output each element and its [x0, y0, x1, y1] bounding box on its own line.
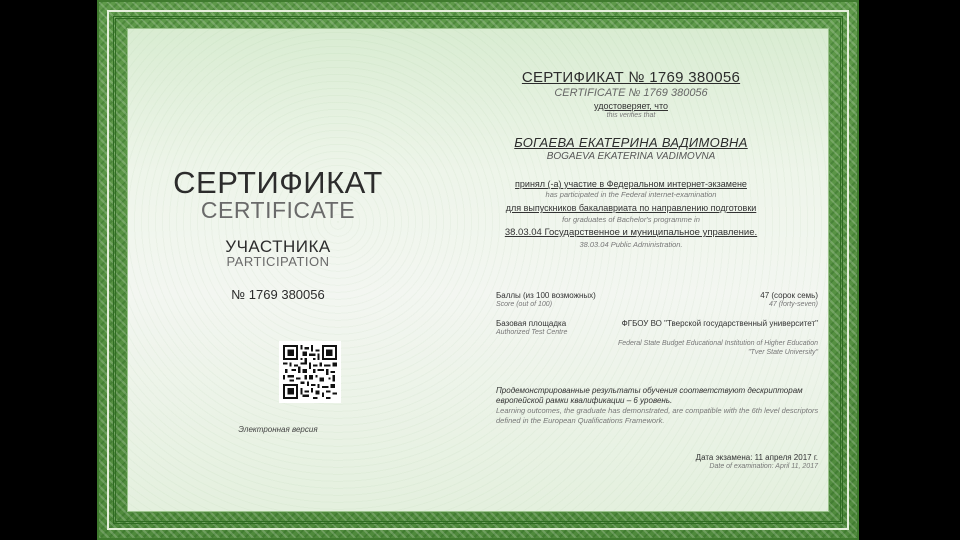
exam-date-ru: Дата экзамена: 11 апреля 2017 г. [695, 453, 818, 462]
electronic-version-label: Электронная версия [238, 425, 318, 434]
statement-line1-ru: принял (-а) участие в Федеральном интернет-экзамене [515, 179, 747, 189]
score-label-ru: Баллы (из 100 возможных) [496, 291, 596, 300]
programme-name-ru: 38.03.04 Государственное и муниципальное управление. [504, 227, 758, 238]
learning-outcomes-ru: Продемонстрированные результаты обучения соответствуют дескрипторам европейской рамки квалификации – 6 уровень. [496, 386, 803, 405]
certificate-frame [97, 0, 859, 540]
score-label-en: Score (out of 100) [496, 301, 553, 308]
test-centre-value-en: Federal State Budget Educational Institution of Higher Education "Tver State University" [617, 340, 818, 356]
statement-line2-en: for graduates of Bachelor's programme in [562, 215, 700, 224]
certificate-number: № 1769 380056 [231, 287, 325, 302]
learning-outcomes [496, 386, 826, 426]
left-column [128, 29, 428, 511]
statement-line1-en: has participated in the Federal internet-examination [545, 190, 717, 199]
test-centre-label-ru: Базовая площадка [496, 319, 567, 328]
holder-name-en: BOGAEVA EKATERINA VADIMOVNA [546, 151, 716, 162]
certificate-paper [127, 28, 829, 512]
exam-date-en: Date of examination: April 11, 2017 [709, 463, 818, 470]
statement-line2-ru: для выпускников бакалавриата по направлению подготовки [505, 203, 757, 213]
right-column [428, 29, 834, 511]
participation-title-ru: УЧАСТНИКА [225, 237, 331, 256]
learning-outcomes-en: Learning outcomes, the graduate has demonstrated, are compatible with the 6th level descriptors defined in the European Qualifications Framework. [496, 406, 819, 425]
test-centre-label-en: Authorized Test Centre [496, 329, 568, 336]
test-centre-value-ru: ФГБОУ ВО "Тверской государственный университет" [621, 319, 818, 328]
verifies-text-en: this verifies that [606, 112, 656, 119]
exam-date [696, 453, 818, 470]
qr-code[interactable] [279, 341, 341, 403]
programme-name-en: 38.03.04 Public Administration. [579, 240, 683, 249]
qr-code-icon [283, 345, 337, 399]
score-value-ru: 47 (сорок семь) [760, 291, 818, 300]
certificate-title-ru: СЕРТИФИКАТ [173, 165, 383, 200]
verifies-text-ru: удостоверяет, что [594, 101, 668, 111]
certificate-number-heading-en: CERTIFICATE № 1769 380056 [554, 87, 708, 99]
score-value-en: 47 (forty-seven) [768, 301, 818, 308]
certificate-number-heading-ru: СЕРТИФИКАТ № 1769 380056 [521, 69, 741, 86]
participation-title-en: PARTICIPATION [226, 254, 330, 269]
holder-name-ru: БОГАЕВА ЕКАТЕРИНА ВАДИМОВНА [514, 135, 748, 150]
certificate-title-en: CERTIFICATE [200, 197, 356, 223]
